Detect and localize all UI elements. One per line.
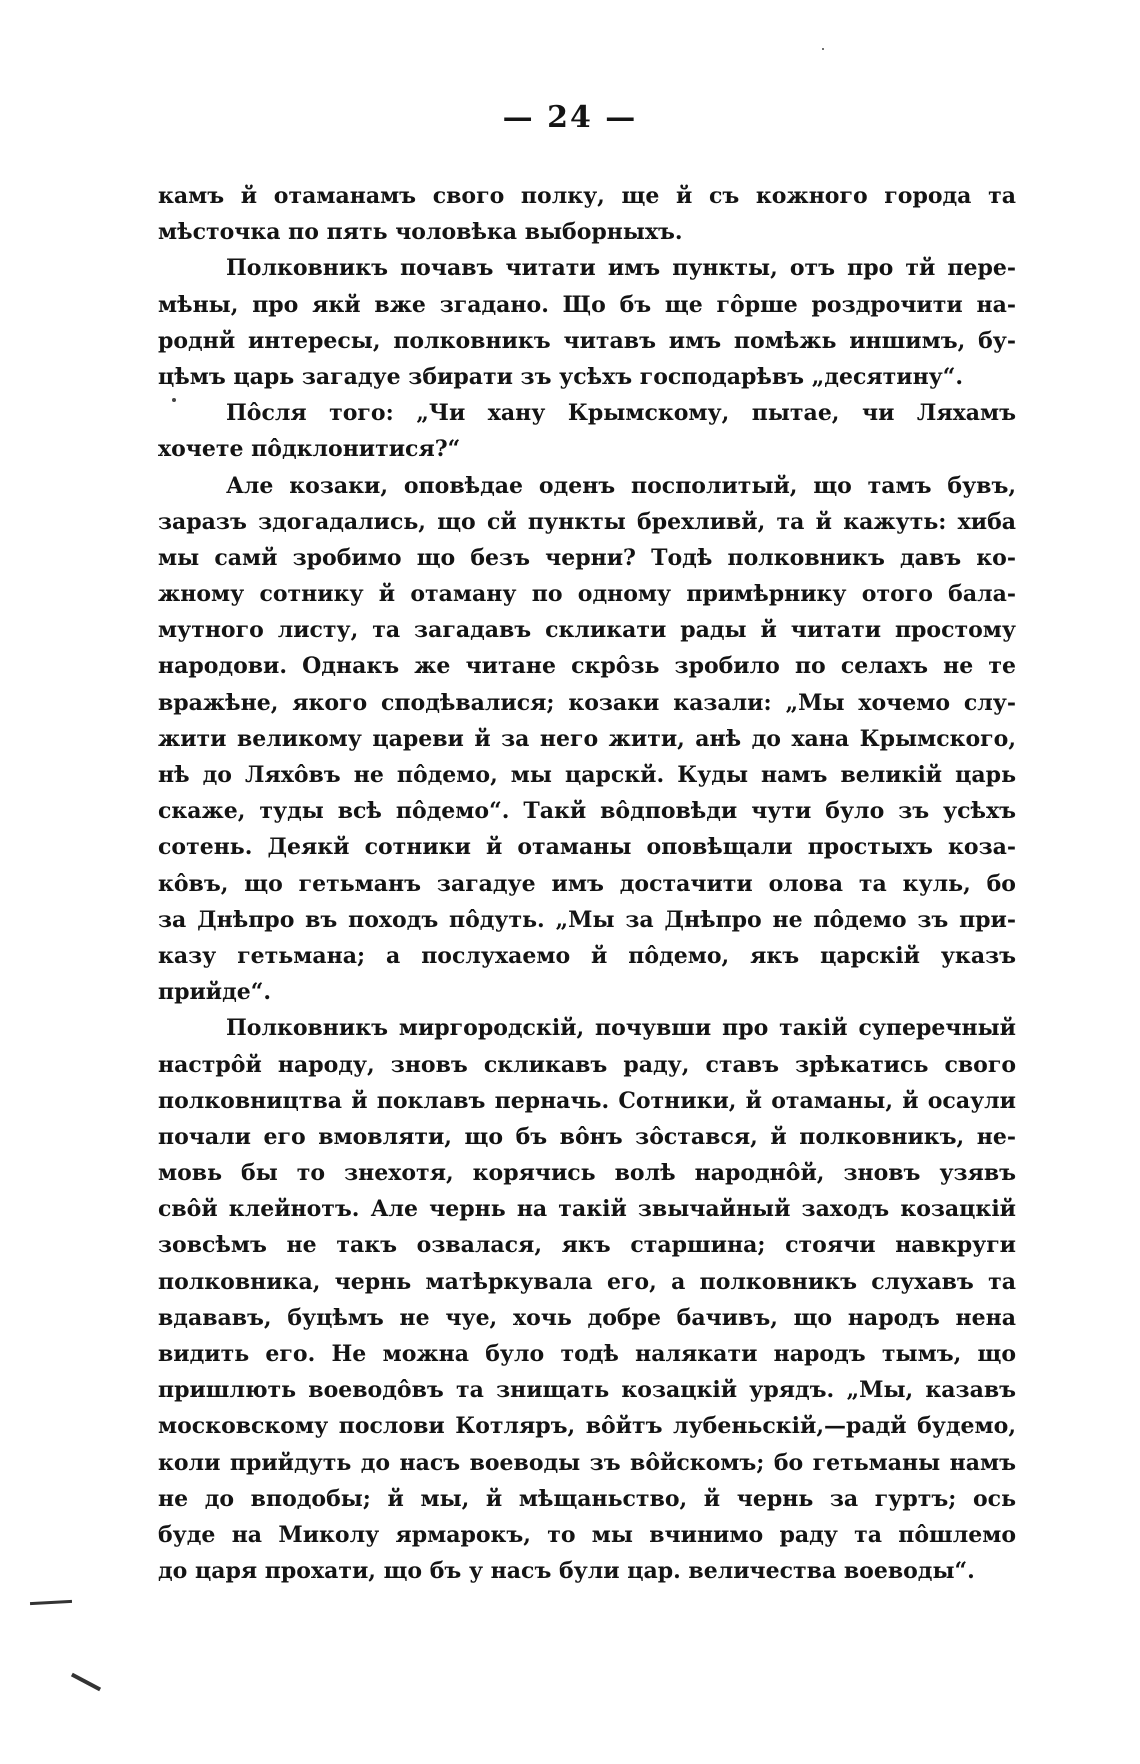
text-line: Пôсля того: „Чи хану Крымскому, пытае, чи Ляхамъ xyxy=(226,400,1016,427)
text-line: вдававъ, буцѣмъ не чуе, хочь добре бачивъ, що народъ нена xyxy=(158,1304,1016,1331)
text-line: мы самй зробимо що безъ черни? Тодѣ полковникъ давъ ко- xyxy=(158,544,1016,571)
text-line: мѣсточка по пять чоловѣка выборныхъ. xyxy=(158,219,683,246)
paragraph-1 xyxy=(158,178,1016,250)
text-line: Але козаки, оповѣдае оденъ посполитый, що тамъ бувъ, xyxy=(226,472,1016,499)
text-line: сотень. Деякй сотники й отаманы оповѣщали простыхъ коза- xyxy=(158,834,1016,861)
text-line: зовсѣмъ не такъ озвалася, якъ старшина; стоячи навкруги xyxy=(158,1232,1016,1259)
text-line: камъ й отаманамъ свого полку, ще й съ кожного города та xyxy=(158,183,1016,209)
text-line: полковництва й поклавъ перначь. Сотники, й отаманы, й осаули xyxy=(158,1087,1016,1114)
text-line: мовь бы то знехотя, корячись волѣ народнôй, зновъ узявъ xyxy=(158,1160,1016,1187)
body-text xyxy=(158,178,1016,1589)
text-line: мѣны, про якй вже згадано. Що бъ ще гôрше роздрочити на- xyxy=(158,291,1016,318)
text-line: жному сотнику й отаману по одному примѣрнику отого бала- xyxy=(158,581,1016,608)
text-line: роднй интересы, полковникъ читавъ имъ помѣжь иншимъ, бу- xyxy=(158,327,1016,354)
text-line: пришлють воеводôвъ та знищать козацкій урядъ. „Мы, казавъ xyxy=(158,1377,1016,1404)
text-line: кôвъ, що гетьманъ загадуе имъ достачити олова та куль, бо xyxy=(158,870,1016,897)
text-line: хочете пôдклонитися?“ xyxy=(158,436,461,463)
scan-speck xyxy=(172,398,176,402)
scan-mark xyxy=(71,1673,101,1692)
text-line: настрôй народу, зновъ скликавъ раду, ставъ зрѣкатись свого xyxy=(158,1051,1016,1078)
text-line: Полковникъ миргородскій, почувши про такій суперечный xyxy=(226,1015,1016,1042)
paragraph-5 xyxy=(158,1010,1016,1589)
text-line: полковника, чернь матѣркувала его, а полковникъ слухавъ та xyxy=(158,1268,1016,1295)
text-line: не до вподобы; й мы, й мѣщаньство, й чернь за гуртъ; ось xyxy=(158,1485,1016,1512)
text-line: буде на Миколу ярмарокъ, то мы вчинимо раду та пôшлемо xyxy=(158,1521,1016,1548)
paragraph-4 xyxy=(158,468,1016,1011)
text-line: коли прийдуть до насъ воеводы зъ вôйскомъ; бо гетьманы намъ xyxy=(158,1449,1016,1476)
text-line: прийде“. xyxy=(158,979,272,1006)
text-line: жити великому цареви й за него жити, анѣ до хана Крымского, xyxy=(158,725,1016,752)
scan-mark xyxy=(30,1600,72,1605)
paragraph-2 xyxy=(158,250,1016,395)
text-line: Полковникъ почавъ читати имъ пункты, отъ про тй пере- xyxy=(226,255,1016,282)
text-line: московскому послови Котляръ, вôйтъ лубеньскій,—радй будемо, xyxy=(158,1413,1016,1440)
scan-speck xyxy=(822,48,824,50)
text-line: вражѣне, якого сподѣвалися; козаки казали: „Мы хочемо слу- xyxy=(158,689,1016,716)
text-line: за Днѣпро въ походъ пôдуть. „Мы за Днѣпро не пôдемо зъ при- xyxy=(158,906,1016,933)
text-line: казу гетьмана; а послухаемо й пôдемо, якъ царскій указъ xyxy=(158,942,1016,969)
text-line: народови. Однакъ же читане скрôзь зробило по селахъ не те xyxy=(158,653,1016,680)
text-line: почали его вмовляти, що бъ вôнъ зôстався, й полковникъ, не- xyxy=(158,1123,1016,1150)
text-line: заразъ здогадались, що сй пункты брехливй, та й кажуть: хиба xyxy=(158,508,1016,535)
text-line: до царя прохати, що бъ у насъ були цар. величества воеводы“. xyxy=(158,1558,975,1585)
text-line: мутного листу, та загадавъ скликати рады й читати простому xyxy=(158,617,1016,644)
paragraph-3 xyxy=(158,395,1016,467)
text-line: видить его. Не можна було тодѣ налякати народъ тымъ, що xyxy=(158,1341,1016,1367)
page-number: — 24 — xyxy=(502,100,638,135)
text-line: свôй клейнотъ. Але чернь на такій звычайный заходъ козацкій xyxy=(158,1196,1016,1223)
text-line: нѣ до Ляхôвъ не пôдемо, мы царскй. Куды намъ великій царь xyxy=(158,762,1016,788)
text-line: цѣмъ царь загадуе збирати зъ усѣхъ господарѣвъ „десятину“. xyxy=(158,363,964,390)
text-line: скаже, туды всѣ пôдемо“. Такй вôдповѣди чути було зъ усѣхъ xyxy=(158,798,1016,825)
